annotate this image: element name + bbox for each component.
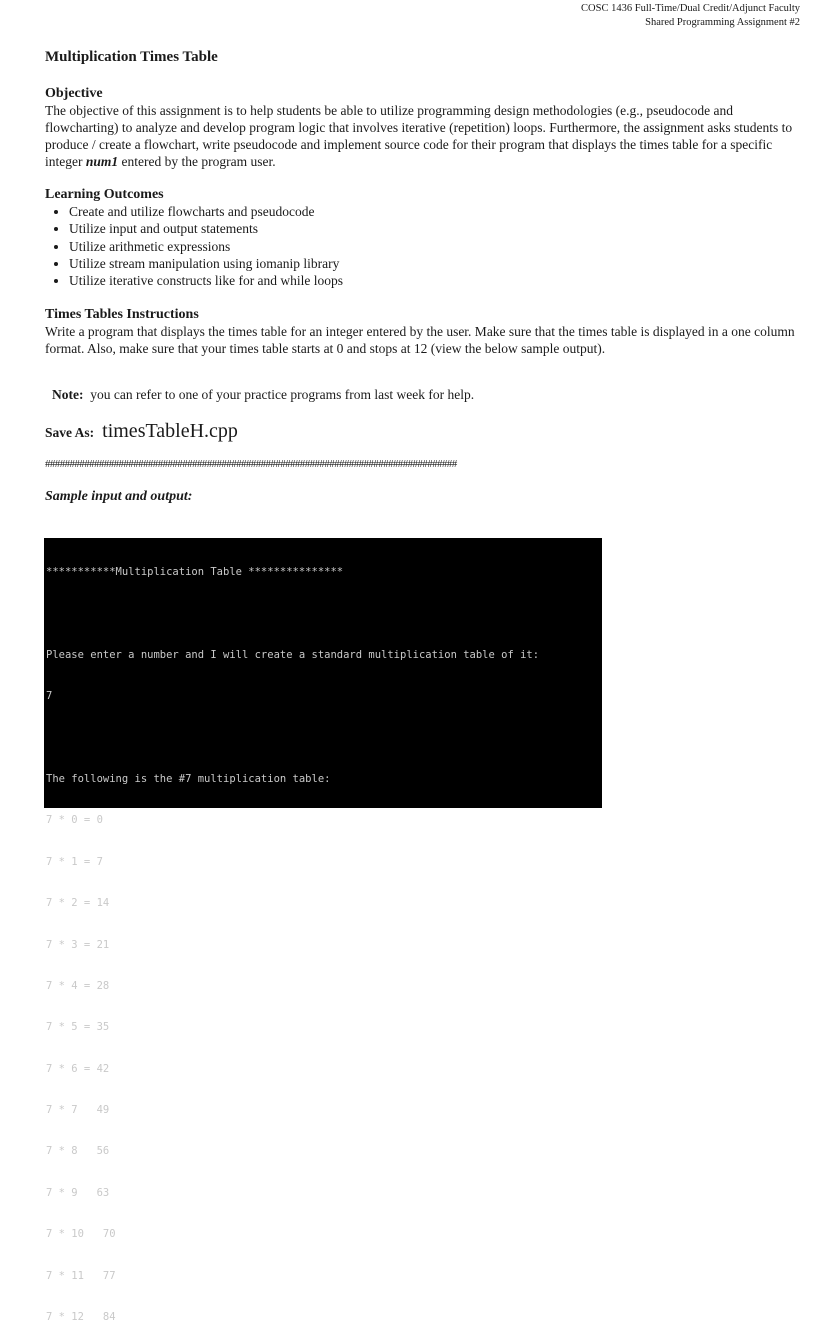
document-title: Multiplication Times Table <box>45 49 218 65</box>
variable-name: num1 <box>85 154 119 169</box>
list-item: • Create and utilize flowcharts and pseudocode <box>69 203 795 220</box>
console-line: 7 * 0 = 0 <box>46 814 103 827</box>
note-label: Note: <box>52 387 84 402</box>
objective-heading: Objective <box>45 86 103 101</box>
console-line: 7 * 3 = 21 <box>46 938 110 951</box>
console-line: The following is the #7 multiplication table: <box>46 772 331 785</box>
note-text: you can refer to one of your practice programs from last week for help. <box>90 387 475 402</box>
console-line: 7 * 6 = 42 <box>46 1062 110 1075</box>
console-line: 7 * 9 63 <box>46 1186 110 1199</box>
document-header <box>581 2 800 30</box>
console-line: 7 * 7 49 <box>46 1104 110 1117</box>
objective-text <box>45 102 795 170</box>
list-item: • Utilize input and output statements <box>69 220 795 237</box>
separator-line: #################################################################################### <box>45 458 457 470</box>
times-tables-section <box>45 306 795 357</box>
console-line: 7 * 4 = 28 <box>46 979 110 992</box>
console-line: 7 * 10 70 <box>46 1228 116 1241</box>
console-line <box>46 607 600 621</box>
save-as-label: Save As: <box>45 425 95 440</box>
times-tables-text: Write a program that displays the times table for an integer entered by the user. Make sure that the times table is displayed in a one column format. Also, make sure that your times table starts at 0 and stops at 12 (view the below sample output). <box>45 324 795 356</box>
header-assignment: Shared Programming Assignment #2 <box>645 17 800 28</box>
list-item: • Utilize stream manipulation using iomanip library <box>69 255 795 272</box>
console-line: 7 * 2 = 14 <box>46 897 110 910</box>
console-line: 7 <box>46 689 53 702</box>
save-as <box>45 420 238 443</box>
console-line: 7 * 11 77 <box>46 1269 116 1282</box>
console-line <box>46 731 600 745</box>
console-output <box>44 538 602 1324</box>
objective-text-end: entered by the program user. <box>118 154 276 169</box>
save-as-filename: timesTableH.cpp <box>102 420 238 442</box>
console-line: Please enter a number and I will create a standard multiplication table of it: <box>46 648 540 661</box>
list-item: • Utilize iterative constructs like for and while loops <box>69 272 795 289</box>
console-line: 7 * 12 84 <box>46 1311 116 1324</box>
learning-outcomes-list <box>45 203 795 289</box>
objective-section <box>45 85 795 170</box>
learning-outcomes-heading: Learning Outcomes <box>45 187 164 202</box>
console-line: 7 * 1 = 7 <box>46 855 103 868</box>
console-line: 7 * 8 56 <box>46 1145 110 1158</box>
times-tables-heading: Times Tables Instructions <box>45 307 199 322</box>
header-course: COSC 1436 Full-Time/Dual Credit/Adjunct Faculty <box>581 3 800 14</box>
note <box>52 387 474 403</box>
sample-label: Sample input and output: <box>45 489 193 504</box>
list-item: • Utilize arithmetic expressions <box>69 238 795 255</box>
learning-outcomes-section <box>45 186 795 289</box>
console-line: ***********Multiplication Table *************** <box>46 565 344 578</box>
objective-text-start: The objective of this assignment is to help students be able to utilize programming design methodologies (e.g., pseudocode and flowcharting) to analyze and develop program logic that involves iterative (repetition) loops. Furthermore, the assignment asks students to produce / create a flowchart, write pseudocode and implement source code for their program that displays the times table for a specific integer <box>45 103 793 169</box>
console-line: 7 * 5 = 35 <box>46 1021 110 1034</box>
